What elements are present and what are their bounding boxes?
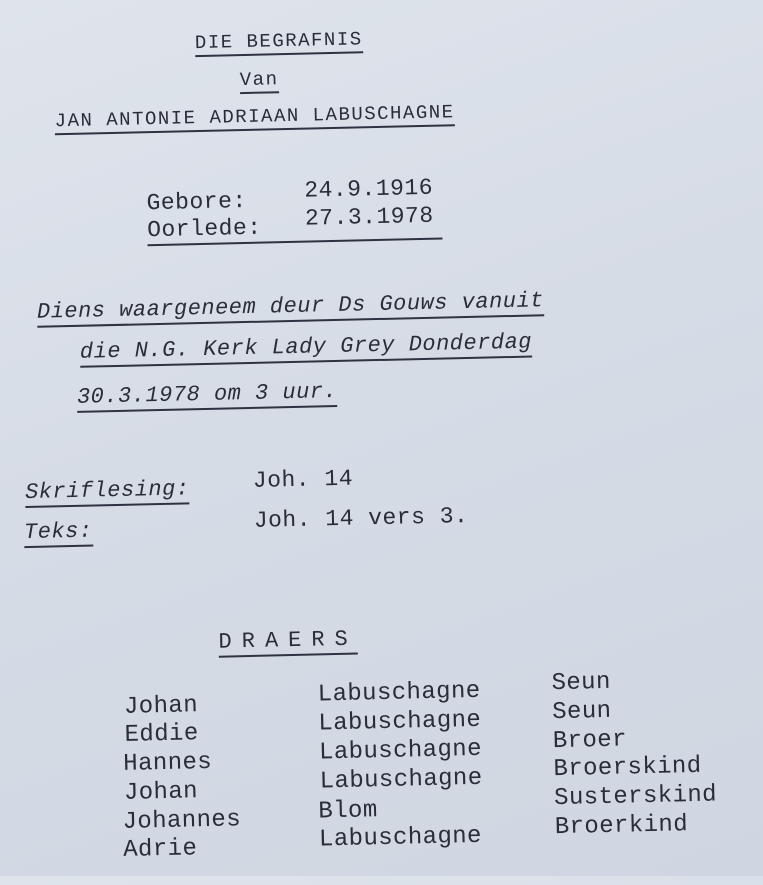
- bearer-surname: Labuschagne: [317, 677, 481, 709]
- bearers-heading: DRAERS: [218, 627, 358, 658]
- reading-value: Joh. 14: [252, 465, 354, 494]
- born-date: 24.9.1916: [304, 174, 434, 204]
- died-label: Oorlede:: [146, 214, 262, 244]
- deceased-name: JAN ANTONIE ADRIAAN LABUSCHAGNE: [54, 101, 454, 135]
- service-line-2: die N.G. Kerk Lady Grey Donderdag: [80, 330, 533, 368]
- bearer-relation: Broerskind: [553, 752, 702, 784]
- bearer-surname: Labuschagne: [318, 706, 482, 738]
- bearer-first-name: Eddie: [124, 720, 199, 749]
- funeral-title: DIE BEGRAFNIS: [195, 28, 363, 57]
- text-label: Teks:: [24, 519, 93, 549]
- bearer-relation: Seun: [551, 697, 612, 727]
- bearer-first-name: Johannes: [122, 806, 242, 836]
- van-label: Van: [240, 68, 279, 94]
- bearer-relation: Seun: [551, 668, 612, 698]
- bearer-relation: Broer: [552, 726, 628, 756]
- bearer-relation: Susterskind: [553, 781, 718, 813]
- bearer-first-name: Hannes: [122, 748, 213, 778]
- bearer-first-name: Adrie: [122, 835, 198, 864]
- born-label: Gebore:: [146, 187, 247, 217]
- service-line-3: 30.3.1978 om 3 uur.: [77, 379, 338, 413]
- bearer-first-name: Johan: [123, 778, 199, 807]
- bearer-surname: Labuschagne: [319, 764, 483, 796]
- bearer-surname: Labuschagne: [318, 735, 483, 767]
- reading-label: Skriflesing:: [25, 476, 190, 508]
- service-line-1: Diens waargeneem deur Ds Gouws vanuit: [37, 288, 544, 327]
- bearer-relation: Broerkind: [554, 811, 689, 842]
- died-date: 27.3.1978: [304, 202, 434, 232]
- bearer-surname: Blom: [318, 797, 378, 826]
- text-value: Joh. 14 vers 3.: [253, 503, 469, 534]
- bearer-surname: Labuschagne: [318, 822, 483, 854]
- bearer-first-name: Johan: [123, 692, 199, 721]
